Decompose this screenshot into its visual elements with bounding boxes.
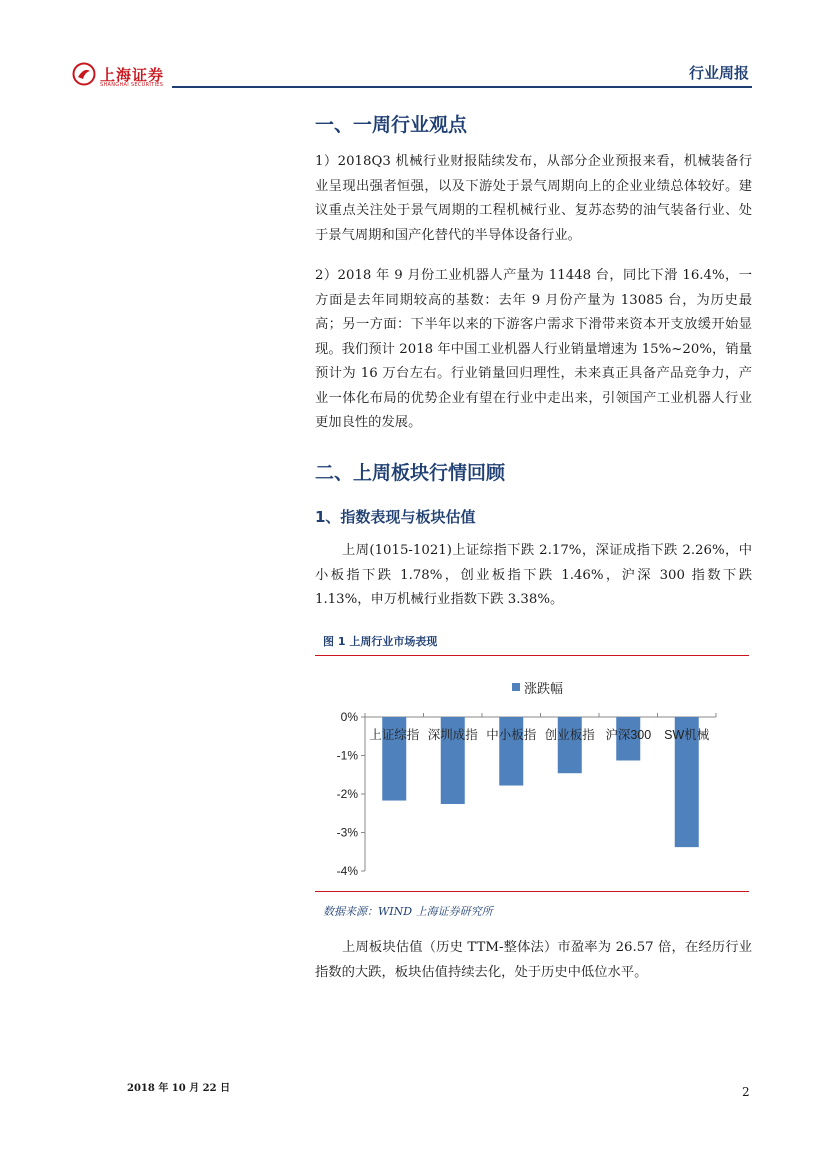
x-tick-label: 创业板指	[544, 728, 595, 742]
x-tick-label: 上证综指	[369, 728, 420, 742]
section1-title: 一、一周行业观点	[315, 114, 468, 136]
legend-label: 涨跌幅	[524, 681, 564, 696]
bar	[558, 717, 582, 773]
page-number: 2	[742, 1085, 750, 1099]
section2-title: 二、上周板块行情回顾	[315, 462, 506, 484]
chart-legend	[512, 681, 563, 696]
x-tick-labels	[369, 727, 710, 742]
header-divider	[172, 86, 752, 88]
section2-para2: 上周板块估值（历史 TTM-整体法）市盈率为 26.57 倍，在经历行业指数的大跌，板块估值持续去化，处于历史中低位水平。	[315, 940, 752, 980]
section2-para1: 上周(1015-1021)上证综指下跌 2.17%，深证成指下跌 2.26%，中小板指下跌 1.78%，创业板指下跌 1.46%，沪深 300 指数下跌 1.13%，申万机械行业指数下跌 3.38%。	[315, 543, 752, 607]
figure-bottom-rule	[315, 891, 749, 892]
brand-logo-icon	[72, 62, 96, 86]
y-tick-label: 0%	[340, 710, 358, 724]
y-axis	[337, 710, 365, 878]
bar-chart	[315, 660, 749, 890]
y-tick-label: -4%	[336, 864, 358, 878]
y-tick-label: -3%	[336, 825, 358, 840]
legend-swatch	[512, 683, 520, 691]
x-tick-label: SW机械	[664, 728, 710, 742]
brand-subtitle: SHANGHAI SECURITIES	[100, 82, 164, 88]
y-tick-label: -1%	[336, 748, 358, 763]
x-tick-label: 中小板指	[486, 728, 537, 742]
figure-source: 数据来源：WIND 上海证券研究所	[323, 905, 493, 918]
report-type-label: 行业周报	[688, 64, 749, 82]
x-tick-label: 沪深300	[605, 728, 652, 742]
section2-subtitle: 1、指数表现与板块估值	[315, 508, 476, 526]
figure-top-rule	[315, 655, 749, 656]
footer-date: 2018 年 10 月 22 日	[127, 1083, 231, 1094]
x-tick-label: 深圳成指	[427, 728, 478, 742]
brand-name: 上海证券	[100, 65, 165, 84]
section1-para2: 2）2018 年 9 月份工业机器人产量为 11448 台，同比下滑 16.4%，一方面是去年同期较高的基数：去年 9 月份产量为 13085 台，为历史最高；另一方面：下半年以来的下游客户需求下滑带来资本开支放缓开始显现。我们预计 2018 年中国工业机器人行业销量增速为 15%~20%，销量预计为 16 万台左右。行业销量回归理性，未来真正具备产品竞争力，产业一体化布局的优势企业有望在行业中走出来，引领国产工业机器人行业更加良性的发展。	[315, 268, 752, 430]
y-tick-label: -2%	[336, 787, 358, 801]
section1-para1: 1）2018Q3 机械行业财报陆续发布，从部分企业预报来看，机械装备行业呈现出强者恒强，以及下游处于景气周期向上的企业业绩总体较好。建议重点关注处于景气周期的工程机械行业、复苏态势的油气装备行业、处于景气周期和国产化替代的半导体设备行业。	[315, 154, 752, 243]
x-axis	[365, 713, 716, 717]
figure-title: 图 1 上周行业市场表现	[323, 635, 438, 648]
